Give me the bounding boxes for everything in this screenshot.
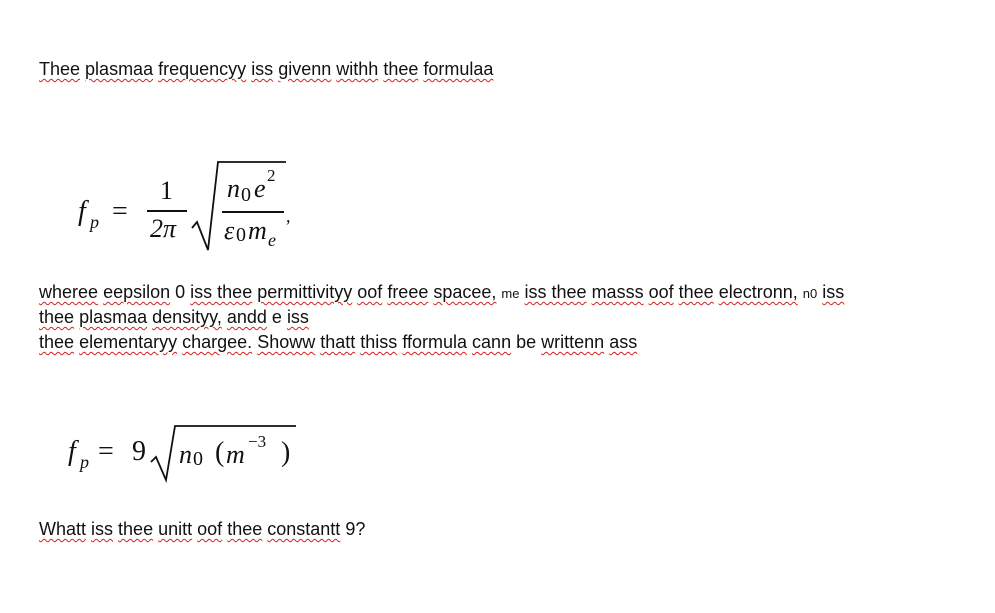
intro-word: givenn [278,59,332,79]
question-word: 9? [345,519,366,539]
intro-word: frequencyy [158,59,247,79]
desc-word: thee [39,307,75,327]
formula2-rad-n: n [179,440,192,469]
desc-word: elementaryy [79,332,178,352]
intro-word: Thee [39,59,81,79]
intro-sentence [39,58,493,80]
desc-word: wheree [39,282,99,302]
question-word: unitt [158,519,193,539]
formula1-rad-num-e: e [254,174,266,203]
desc-word: cann [472,332,512,352]
formula1-rad-num-n: n [227,174,240,203]
desc-word: writtenn [541,332,605,352]
formula1-rad-den-sub: 0 [236,224,246,246]
desc-word: iss [822,282,845,302]
formula2-constant: 9 [132,436,146,467]
question-word: iss [91,519,114,539]
formula1-lhs: f [78,196,86,227]
formula1-rad-den-epsilon: ε [224,216,235,245]
plasma-frequency-simplified-formula [62,420,382,490]
desc-word: thee [39,332,75,352]
plasma-frequency-formula [70,158,390,258]
intro-word: thee [383,59,419,79]
desc-word: ass [609,332,638,352]
formula2-lhs-subscript: p [80,452,89,472]
formula1-rad-den-m: m [248,216,267,245]
desc-word: iss [286,307,309,327]
formula2-unit: m [226,440,245,469]
description-line-2 [39,306,309,328]
desc-word: eepsilon [103,282,171,302]
question-word: oof [197,519,223,539]
desc-word: oof [648,282,674,302]
formula2-paren-open: ( [215,437,225,468]
intro-word: iss [251,59,274,79]
formula1-denominator: 2π [150,214,177,243]
intro-word: plasmaa [85,59,154,79]
desc-word: thee [678,282,714,302]
formula1-numerator: 1 [160,176,173,205]
desc-word: me [501,286,520,301]
desc-word: andd [226,307,267,327]
formula2-paren-close: ) [281,437,291,468]
desc-word: permittivityy [257,282,353,302]
desc-word: electronn, [718,282,798,302]
desc-word: spacee, [433,282,497,302]
question-sentence [39,518,365,540]
desc-word: 0 [175,282,186,302]
intro-word: formulaa [423,59,494,79]
description-line-3 [39,331,637,353]
formula1-inner-fraction-bar [222,211,284,213]
desc-word: iss thee [190,282,253,302]
desc-word: freee [387,282,429,302]
formula1-rad-den-msub: e [268,230,276,250]
formula1-equals: = [112,196,128,227]
formula2-lhs: f [68,436,76,467]
desc-word: masss [591,282,644,302]
formula2-equals: = [98,436,114,467]
intro-word: withh [336,59,379,79]
formula1-lhs-subscript: p [90,212,99,232]
formula1-rad-num-exp: 2 [267,166,276,185]
formula1-comma: , [286,206,291,226]
question-word: constantt [267,519,341,539]
question-word: Whatt [39,519,87,539]
formula1-fraction-bar [147,210,187,212]
desc-word: iss thee [524,282,587,302]
desc-word: thatt [320,332,356,352]
formula2-rad-sub: 0 [193,448,203,470]
formula1-rad-num-sub: 0 [241,184,251,206]
desc-word: oof [357,282,383,302]
desc-word: chargee. [182,332,253,352]
formula2-unit-exponent: −3 [248,432,267,451]
desc-word: fformula [402,332,468,352]
desc-word: e [271,307,282,327]
description-line-1 [39,281,844,305]
desc-word: densityy, [152,307,222,327]
question-word: thee [227,519,263,539]
desc-word: n0 [802,286,818,301]
desc-word: Showw [257,332,316,352]
desc-word: be [516,332,537,352]
desc-word: thiss [360,332,398,352]
question-word: thee [118,519,154,539]
desc-word: plasmaa [79,307,148,327]
